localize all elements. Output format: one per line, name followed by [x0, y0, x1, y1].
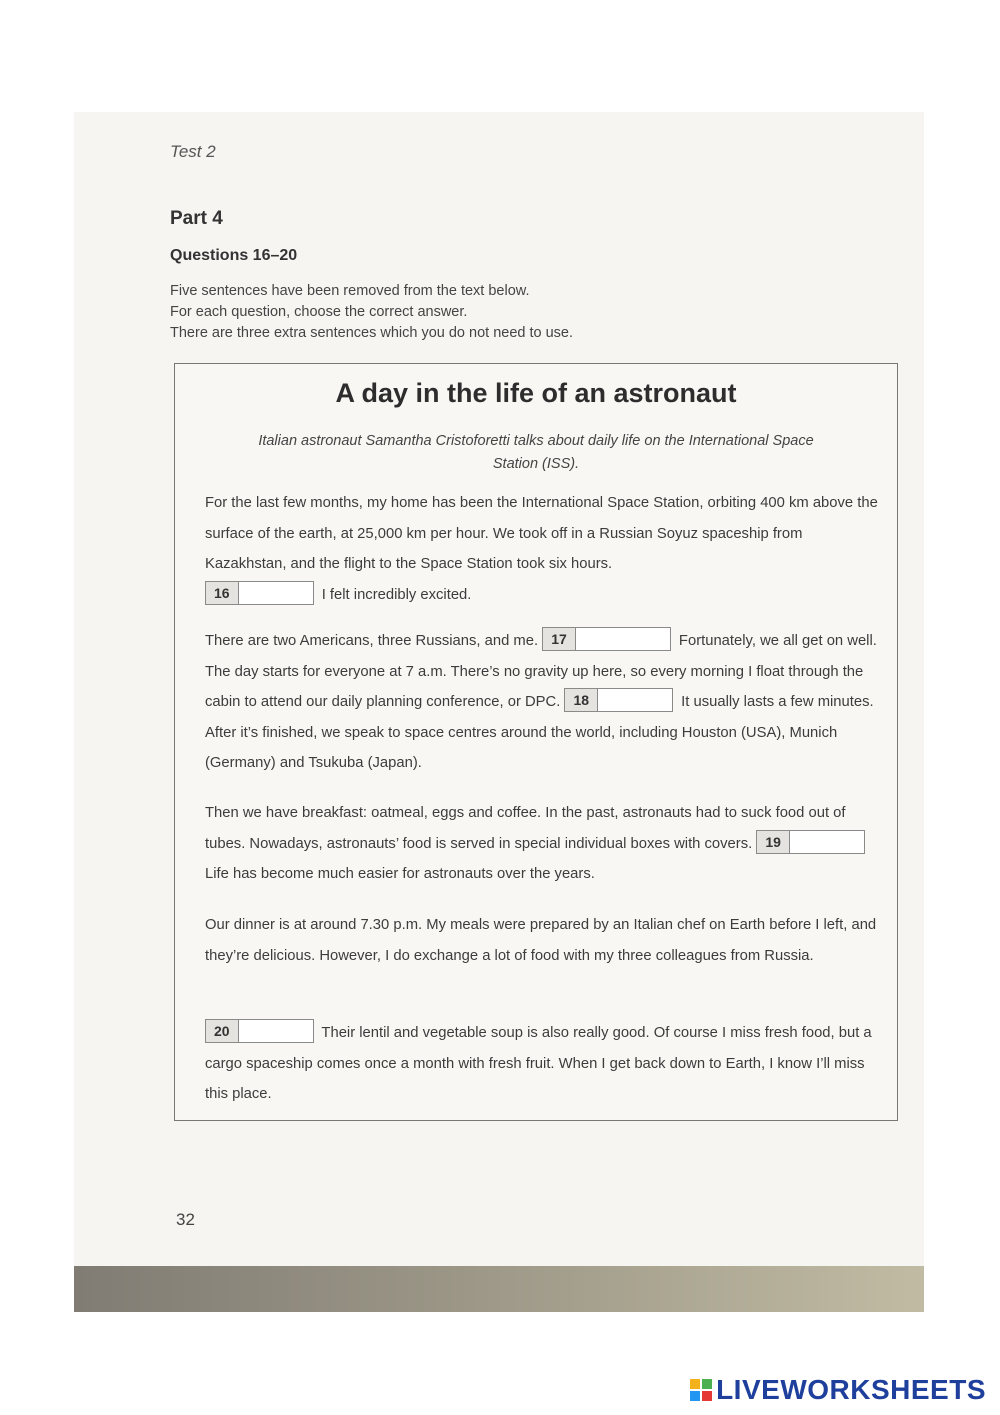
- gap-17-blank[interactable]: [576, 628, 670, 650]
- gap-19-blank[interactable]: [790, 831, 864, 853]
- gap-number: 18: [565, 689, 598, 711]
- paragraph-text: It usually lasts a few minutes. After it’s finished, we speak to space centres around the world, including Houston (USA), Munich (Germany) and Tsukuba (Japan).: [205, 694, 874, 771]
- test-label: Test 2: [170, 142, 216, 161]
- instructions: [170, 281, 870, 344]
- page-number: 32: [176, 1210, 195, 1229]
- instruction-line: Five sentences have been removed from the text below.: [170, 283, 530, 299]
- brand-logo[interactable]: [689, 1373, 986, 1407]
- instruction-line: There are three extra sentences which you do not need to use.: [170, 325, 574, 341]
- instruction-line: For each question, choose the correct answer.: [170, 304, 468, 320]
- gap-17[interactable]: [542, 627, 671, 651]
- article-box: [174, 363, 898, 1121]
- paragraph-text: Their lentil and vegetable soup is also really good. Of course I miss fresh food, but a cargo spaceship comes once a month with fresh fruit. When I get back down to Earth, I know I’ll miss this place.: [205, 1025, 872, 1102]
- gap-number: 17: [543, 628, 576, 650]
- gap-number: 16: [206, 582, 239, 604]
- part-title: Part 4: [170, 208, 223, 229]
- brand-text: LIVEWORKSHEETS: [716, 1374, 986, 1405]
- gap-20[interactable]: [205, 1019, 314, 1043]
- paragraph-text: I felt incredibly excited.: [321, 586, 472, 603]
- gap-number: 20: [206, 1020, 239, 1042]
- gap-16[interactable]: [205, 581, 314, 605]
- paragraph-4: Our dinner is at around 7.30 p.m. My meals were prepared by an Italian chef on Earth before I left, and they’re delicious. However, I do exchange a lot of food with my three colleagues from Russia.: [205, 917, 877, 964]
- gap-16-blank[interactable]: [239, 582, 313, 604]
- article-title: A day in the life of an astronaut: [335, 378, 737, 408]
- article-intro: Italian astronaut Samantha Cristoforetti talks about daily life on the International Space Station (ISS).: [258, 433, 814, 472]
- liveworksheets-icon: [689, 1378, 713, 1402]
- paragraph-3: [205, 798, 885, 890]
- paragraph-text: There are two Americans, three Russians, and me.: [205, 633, 539, 649]
- paragraph-text: Then we have breakfast: oatmeal, eggs and coffee. In the past, astronauts had to suck food out of tubes. Nowadays, astronauts’ food is served in special individual boxes with covers.: [205, 805, 846, 852]
- gap-18[interactable]: [564, 688, 673, 712]
- gap-number: 19: [757, 831, 790, 853]
- paragraph-1: [205, 488, 885, 610]
- gap-19[interactable]: [756, 830, 865, 854]
- paragraph-text: Life has become much easier for astronauts over the years.: [205, 866, 595, 882]
- paragraph-2: [205, 626, 885, 779]
- paragraph-text: Fortunately, we all get on well. The day starts for everyone at 7 a.m. There’s no gravity up here, so every morning I float through the cabin to attend our daily planning conference, or DPC.: [205, 633, 877, 710]
- paragraph-5: [205, 1018, 885, 1110]
- gap-20-blank[interactable]: [239, 1020, 313, 1042]
- paragraph-text: For the last few months, my home has been the International Space Station, orbiting 400 km above the surface of the earth, at 25,000 km per hour. We took off in a Russian Soyuz spaceship from Kazakhstan, and the flight to the Space Station took six hours.: [205, 495, 878, 572]
- questions-title: Questions 16–20: [170, 247, 298, 264]
- gap-18-blank[interactable]: [598, 689, 672, 711]
- footer-bar: [74, 1266, 924, 1312]
